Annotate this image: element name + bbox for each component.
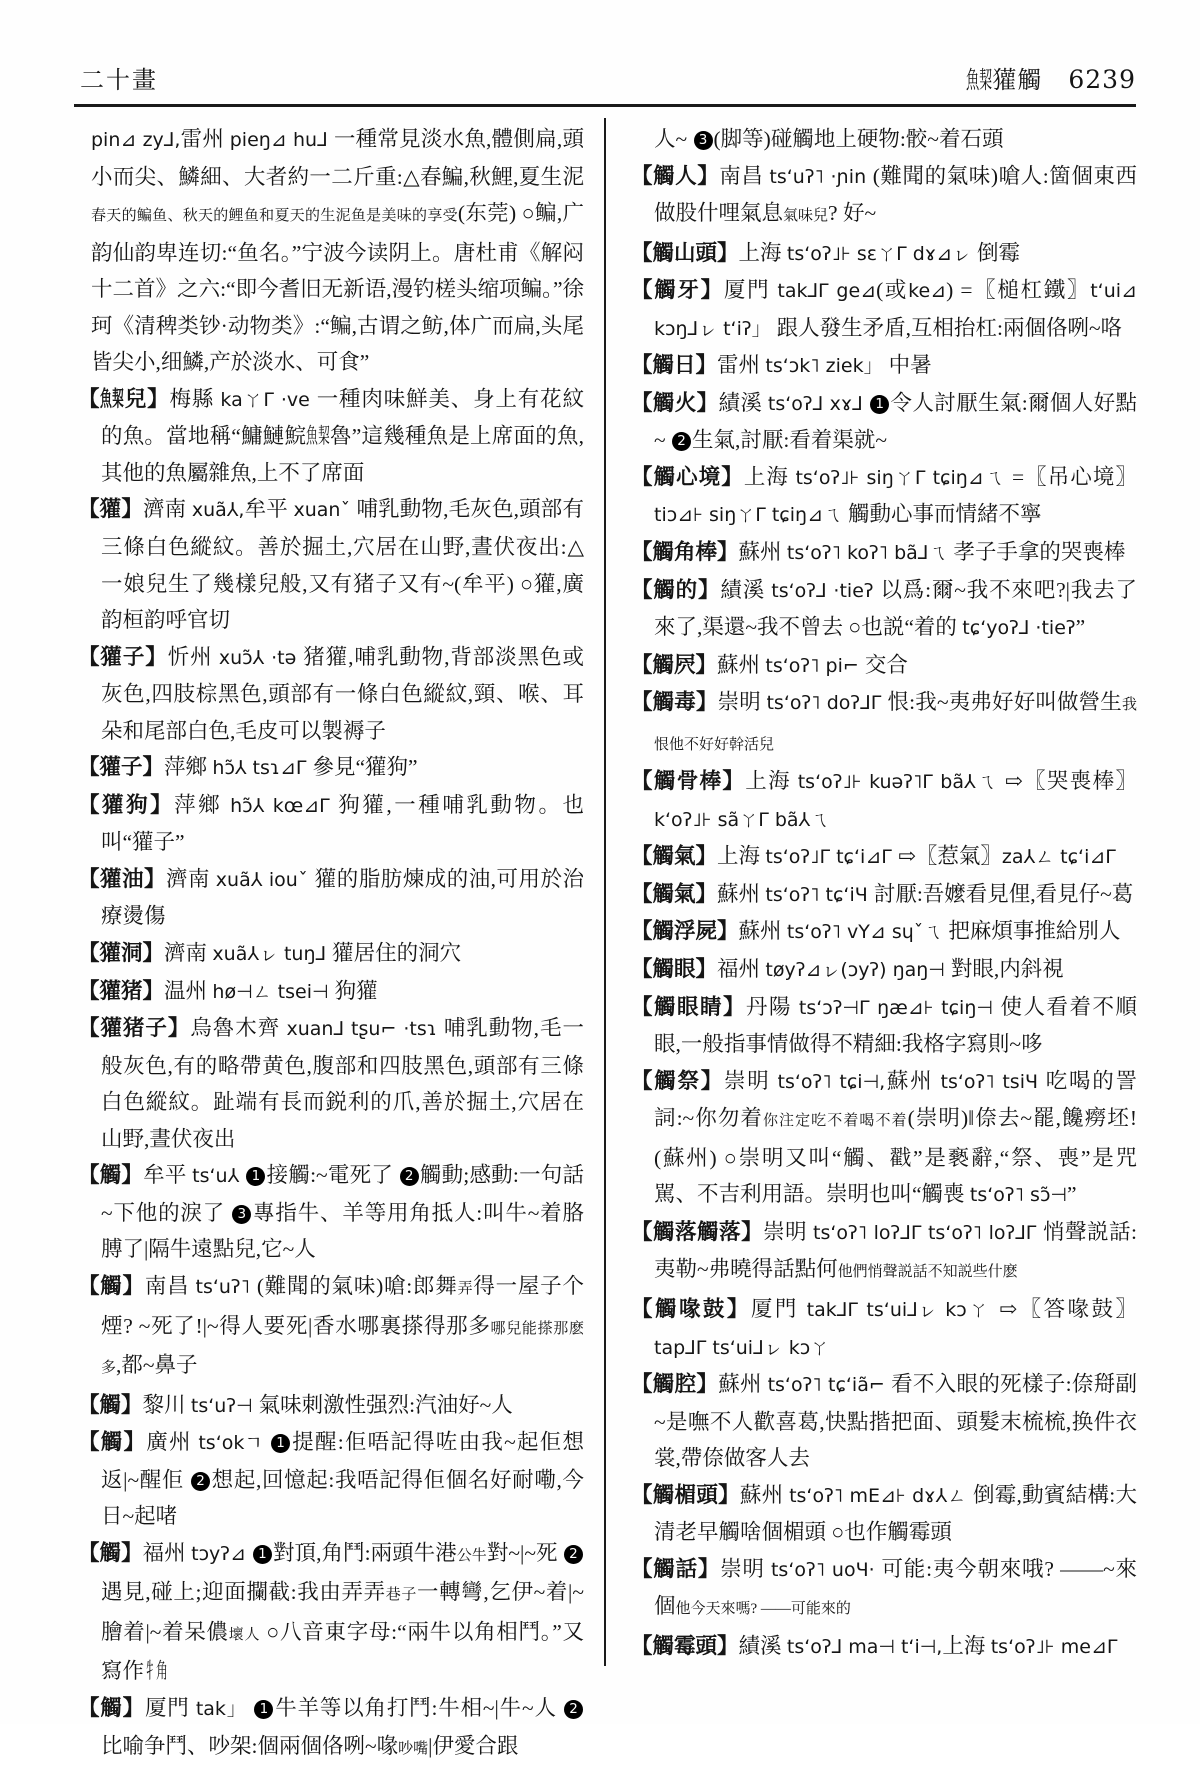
phonetic-transcription: hø⊣ㄥ tsei⊣ (212, 980, 335, 1003)
text: 獾的脂肪煉成的油,可用於治療燙傷 (101, 866, 584, 929)
text: 看不入眼的死樣子:倷搿副~是嘸不人歡喜葛,快點揩把面、頭髮末梳梳,换件衣裳,帶倷做客人去 (654, 1372, 1137, 1471)
text: 廣州 (146, 1430, 199, 1455)
text: 厦門 (144, 1695, 196, 1720)
phonetic-transcription: ke⊿ (908, 280, 947, 303)
phonetic-transcription: za⅄ㄥ tɕʻi⊿Γ (1001, 846, 1116, 869)
headword: 【 (78, 386, 101, 411)
dictionary-entry (78, 639, 584, 750)
phonetic-transcription: pin⊿ zy⅃, (91, 129, 181, 151)
header-stroke-section: 二十畫 (80, 68, 158, 94)
dictionary-entry (631, 1291, 1137, 1366)
phonetic-transcription: hɔ̃⅄ kœ⊿Γ (230, 794, 339, 817)
text: 蘇州 (738, 919, 787, 944)
phonetic-transcription: xuã⅄ iouˇ (215, 868, 315, 891)
headword: 【觸骨棒】 (631, 769, 746, 794)
text: 討厭:吾嬤看見俚,看見仔~葛 (873, 881, 1134, 906)
dictionary-entry (631, 235, 1137, 273)
sense-number: 2 (191, 1472, 210, 1491)
dictionary-entry (78, 1268, 584, 1387)
sense-number: 1 (271, 1434, 290, 1453)
headword: 【觸眼】 (631, 957, 718, 982)
text: 上海 (942, 1633, 991, 1658)
text: 令人討厭生氣:爾個人好點~ (654, 390, 1137, 453)
headword: 【觸話】 (631, 1556, 721, 1581)
sense-number: 1 (246, 1167, 265, 1186)
text: 崇明 (720, 1556, 771, 1581)
text: 濟南 (164, 941, 213, 966)
dictionary-entry (631, 684, 1137, 763)
sense-number: 2 (400, 1167, 419, 1186)
dictionary-entry (78, 1535, 584, 1690)
headword: 【獾油】 (78, 866, 166, 891)
headword: 【觸落觸落】 (631, 1219, 764, 1244)
text: 狗獾 (334, 978, 378, 1003)
phonetic-transcription: pieŋ⊿ hu⅃ (229, 129, 334, 151)
text: 牟平 (143, 1163, 193, 1188)
text: ⇨〖答喙鼓〗 (999, 1296, 1137, 1321)
sense-number: 2 (564, 1545, 583, 1564)
phonetic-transcription: tsʻokㄱ (198, 1432, 270, 1455)
phonetic-transcription: tsʻuʔ˥ ·ɲin (769, 165, 873, 188)
text: 中暑 (888, 353, 932, 378)
dictionary-entry (631, 1214, 1137, 1291)
text: 把麻煩事推給別人 (948, 919, 1121, 944)
dictionary-entry (78, 749, 584, 787)
text: 生氣,討厭:看着渠就~ (692, 428, 887, 453)
text: 專指牛、羊等用角抵人:叫牛~着胳膊了|隔牛遠點兒,它~人 (101, 1200, 585, 1262)
headword: 【觸祭】 (631, 1068, 724, 1093)
inline-gloss: 你注定吃不着喝不着 (762, 1113, 908, 1130)
text: 使人看着不順眼,一般指事情做得不精細:我格字寫則~哆 (654, 994, 1137, 1057)
phonetic-transcription: tiɔ⊿⊦ siŋㄚΓ tɕiŋ⊿ㄟ (654, 504, 849, 527)
headword: 【獾狗】 (78, 792, 175, 817)
inline-gloss: 他今天來嗎? ——可能來的 (675, 1601, 851, 1618)
composite-character: 牜角 (144, 1659, 168, 1684)
text: 跟人發生矛盾,互相抬杠:兩個佫咧~咯 (776, 315, 1123, 340)
sense-number: 1 (254, 1700, 273, 1719)
text: ? 好~ (828, 201, 877, 226)
text: 一種常見淡水魚,體側扁,頭小而尖、鱗細、大者約一二斤重:△春鯿,秋鯉,夏生泥 (91, 127, 584, 189)
text: 蘇州 (885, 1068, 941, 1093)
inline-gloss: 吵嘴 (398, 1740, 429, 1757)
text: 哺乳動物,毛一般灰色,有的略帶黄色,腹部和四肢黑色,頭部有三條白色縱紋。趾端有長而鋭利的爪,善於掘土,穴居在山野,晝伏夜出 (101, 1016, 584, 1151)
headword: 【觸霉頭】 (631, 1633, 739, 1658)
text: 交合 (864, 652, 908, 677)
phonetic-transcription: tsʻoʔ˥ koʔ˥ bã⅃ㄟ (786, 542, 954, 565)
headword: 兒】 (123, 386, 170, 411)
text: 牟平 (244, 497, 294, 522)
dictionary-entry (78, 1387, 584, 1425)
dictionary-entry (78, 787, 584, 861)
dictionary-entry (631, 838, 1137, 876)
text: 觸動;感動:一句話~下他的淚了 (101, 1163, 584, 1225)
headword: 【觸毒】 (631, 690, 718, 715)
headword: 【觸日】 (631, 353, 718, 378)
text: 福州 (142, 1540, 192, 1565)
text: (脚等)碰觸地上硬物:骹~着石頭 (713, 127, 1004, 151)
headword: 【觸】 (78, 1273, 145, 1298)
dictionary-entry (631, 1366, 1137, 1477)
phonetic-transcription: hɔ̃⅄ tsɿ⊿Γ (212, 757, 313, 780)
dictionary-entry (78, 491, 584, 638)
text: (东莞) ○鳊,广韵仙韵卑连切:“鱼名。”宁波今读阴上。唐杜甫《解闷十二首》之六:“即今耆旧无新语,漫钓槎头缩项鳊。”徐珂《清稗类钞·动物类》:“鳊,古谓之鲂,体广而扁,头尾皆尖小,细鱗,产於淡水、可食” (91, 201, 584, 375)
text: 對頂,角鬥:兩頭牛港 (272, 1540, 457, 1565)
composite-character: 魚栔 (100, 386, 124, 411)
headword: 【獾子】 (78, 755, 165, 780)
inline-gloss: 春天的鳊鱼、秋天的鲤鱼和夏天的生泥鱼是美味的享受 (91, 208, 458, 225)
headword: 【觸楣頭】 (631, 1482, 740, 1507)
headword: 【獾子】 (78, 644, 168, 669)
text: 猪獾,哺乳動物,背部淡黑色或灰色,四肢棕黑色,頭部有一條白色縱紋,頸、喉、耳朵和尾部白色,毛皮可以製褥子 (101, 644, 584, 743)
text: 上海 (738, 240, 787, 265)
dictionary-entry (631, 459, 1137, 534)
headword: 【觸】 (78, 1430, 147, 1455)
text: 南昌 (719, 163, 770, 188)
text: 丹陽 (746, 994, 799, 1019)
text: 黎川 (142, 1392, 191, 1417)
phonetic-transcription: tɔyʔ⊿ (191, 1542, 252, 1565)
dictionary-entry (631, 158, 1137, 235)
text: 接觸:~電死了 (266, 1163, 399, 1188)
text: 南昌 (144, 1273, 196, 1298)
text: 温州 (164, 978, 213, 1003)
phonetic-transcription: tsʻoʔ˥ uoЧ· (770, 1558, 882, 1581)
composite-character: 魚栔 (306, 424, 330, 449)
dictionary-entry (631, 347, 1137, 385)
text: 可能:夷今朝來哦? ——~來個 (654, 1556, 1137, 1619)
text: 哺乳動物,毛灰色,頭部有三條白色縱紋。善於掘土,穴居在山野,晝伏夜出:△一娘兒生了幾樣兒般,又有猪子又有~(牟平) ○獾,廣韵桓韵呼官切 (101, 497, 584, 633)
phonetic-transcription: tsʻoʔ˥ pi⌐ (765, 654, 865, 677)
dictionary-entry (631, 1628, 1137, 1666)
dictionary-entry (631, 989, 1137, 1063)
text: 雷州 (717, 353, 766, 378)
headword: 【觸角棒】 (631, 540, 739, 565)
inline-gloss: 壞人 (228, 1626, 261, 1643)
text: 倒霉,動賓結構:大清老早觸啥個楣頭 ○也作觸霉頭 (654, 1482, 1137, 1545)
header-guide-words (966, 60, 1042, 95)
text: 厦門 (750, 1296, 807, 1321)
phonetic-transcription: tsʻoʔ˥ tsiЧ (940, 1070, 1046, 1093)
header-rule (74, 104, 1136, 107)
text: (難聞的氣味)嗆:郎舞 (256, 1273, 458, 1298)
text: 濟南 (165, 866, 216, 891)
phonetic-transcription: tsʻɔʔ⊣Γ ŋæ⊿⊦ tɕiŋ⊣ (798, 996, 1001, 1019)
dictionary-entry (631, 763, 1137, 838)
phonetic-transcription: tʻui⊿ kɔŋ⅃ㇾ tʻiʔ」 (654, 280, 1137, 340)
phonetic-transcription: xuã⅄, (191, 499, 245, 522)
column-left (78, 121, 584, 1767)
text: (或 (876, 278, 909, 303)
inline-gloss: 哪兒能搽那麽多 (101, 1320, 584, 1377)
text: 蘇州 (718, 1372, 768, 1397)
text: 氣味刺激性强烈:汽油好~人 (258, 1392, 513, 1417)
headword: 【觸氣】 (631, 844, 718, 869)
text: 績溪 (738, 1633, 787, 1658)
dictionary-entry (631, 951, 1137, 989)
sense-number: 3 (694, 131, 713, 150)
text: 獾居住的洞穴 (332, 941, 462, 966)
column-divider (604, 118, 606, 1666)
text: 得一屋子个煙? ~死了!|~得人要死|香水哪裏搽得那多 (101, 1273, 584, 1338)
text: 績溪 (720, 577, 772, 602)
text: 牛羊等以角打鬥:牛相~|牛~人 (274, 1695, 563, 1720)
dictionary-entry (631, 534, 1137, 572)
text: 萍鄉 (174, 792, 231, 817)
phonetic-transcription: tsʻoʔ⅃ xɤ⅃ (767, 392, 870, 415)
text: 崇明 (723, 1068, 778, 1093)
text: 蘇州 (717, 652, 766, 677)
text: 獾觸 (992, 68, 1043, 94)
text: 福州 (717, 957, 766, 982)
text: ” (1066, 1182, 1077, 1207)
text: 狗獾,一種哺乳動物。也叫“獾子” (101, 792, 584, 855)
phonetic-transcription: tøyʔ⊿ㇾ(ɔyʔ) ŋaŋ⊣ (765, 959, 951, 982)
dictionary-entry (78, 1690, 584, 1767)
phonetic-transcription: tɕʻyoʔ⅃ ·tieʔ (962, 617, 1076, 640)
phonetic-transcription: tsʻɔk˥ ziek」 (765, 355, 889, 378)
header-right (966, 60, 1136, 95)
inline-gloss: 氣味兒 (783, 208, 829, 225)
text: 提醒:佢唔記得咗由我~起佢想返|~醒佢 (101, 1430, 584, 1492)
text: 比喻争鬥、吵架:個兩個佫咧~喙 (101, 1733, 399, 1758)
sense-number: 1 (253, 1545, 272, 1564)
text: 蘇州 (717, 881, 766, 906)
dictionary-entry (78, 1424, 584, 1535)
text: 遇見,碰上;迎面攔截:我由弄弄 (101, 1580, 386, 1605)
phonetic-transcription: tsʻoʔ⅃ ·tieʔ (771, 579, 881, 602)
phonetic-transcription: kʻoʔ˩⊦ sãㄚΓ bã⅄ㄟ (654, 808, 830, 831)
text: ○八音東字母:“兩牛以角相鬥。”又寫作 (101, 1619, 584, 1684)
phonetic-transcription: xuɔ̃⅄ ·tə (218, 646, 304, 669)
text: 績溪 (718, 390, 768, 415)
text: ) =〖槌杠鐵〗 (946, 278, 1091, 303)
text: 濟南 (142, 497, 192, 522)
text: 厦門 (723, 278, 778, 303)
page-number: 6239 (1068, 65, 1136, 94)
phonetic-transcription: tsʻoʔ˩⊦ sɛㄚΓ dɤ⊿ㇾ (786, 242, 978, 265)
phonetic-transcription: tsʻoʔ˥ tɕʻiã⌐ (767, 1374, 892, 1397)
text: 倒霉 (977, 240, 1021, 265)
headword: 【觸】 (78, 1163, 144, 1188)
text: ⇨〖哭喪棒〗 (1004, 769, 1137, 794)
headword: 【觸】 (78, 1540, 143, 1565)
headword: 【觸山頭】 (631, 240, 739, 265)
phonetic-transcription: tsʻoʔ˩⊦ me⊿Γ (990, 1635, 1118, 1658)
headword: 【觸牙】 (631, 278, 724, 303)
headword: 【觸心境】 (631, 464, 744, 489)
text: 恨:我~夷弗好好叫做營生 (887, 690, 1122, 715)
column-right (631, 121, 1137, 1665)
phonetic-transcription: tsʻoʔ˥ doʔ⅃Γ (766, 692, 888, 715)
sense-number: 2 (564, 1700, 583, 1719)
headword: 【觸】 (78, 1392, 143, 1417)
dictionary-entry (78, 1157, 584, 1268)
dictionary-entry (78, 935, 584, 973)
headword: 【觸腔】 (631, 1372, 719, 1397)
dictionary-entry (78, 973, 584, 1011)
text: 上海 (717, 844, 766, 869)
phonetic-transcription: xuã⅄ㇾ tuŋ⅃ (212, 943, 333, 966)
text: 蘇州 (738, 540, 787, 565)
headword: 【觸浮屍】 (631, 919, 739, 944)
text: 人~ (654, 127, 693, 151)
headword: 【獾猪】 (78, 978, 165, 1003)
headword: 【觸氣】 (631, 881, 718, 906)
phonetic-transcription: tsʻoʔ˥ tɕi⊣, (777, 1070, 886, 1093)
text: 上海 (743, 464, 796, 489)
headword: 【獾猪子】 (78, 1016, 191, 1041)
text: 參見“獾狗” (312, 755, 418, 780)
phonetic-transcription: tsʻoʔ˥ sɔ̃⊣ (969, 1184, 1067, 1207)
text: 對~|~死 (486, 1540, 563, 1565)
text: (難聞的氣味)嗆人:箇個東西做股什哩氣息 (654, 163, 1137, 226)
phonetic-transcription: tsʻuʔ⊣ (190, 1394, 259, 1417)
headword: 【觸】 (78, 1695, 145, 1720)
phonetic-transcription: tsʻoʔ˩⊦ kuəʔ˥Γ bã⅄ㄟ (797, 771, 1005, 794)
phonetic-transcription: tap⅃Γ tsʻui⅃ㇾ kɔㄚ (654, 1336, 830, 1359)
phonetic-transcription: tsʻoʔ˥ vY⊿ sɥˇㄟ (786, 921, 949, 944)
headword: 【觸火】 (631, 390, 719, 415)
headword: 【觸屄】 (631, 652, 718, 677)
text: 一種肉味鮮美、身上有花紋的魚。當地稱“鱅鰱鯇 (101, 386, 584, 449)
text: (崇明)‖倷去~罷,饞癆坯!(蘇州) ○崇明又叫“觸、戳”是褻辭,“祭、喪”是咒駡、不吉利用語。崇明也叫“觸喪 (654, 1106, 1137, 1207)
dictionary-entry (631, 647, 1137, 685)
phonetic-transcription: xuanˇ (293, 499, 357, 522)
phonetic-transcription: tsʻoʔ˥ tɕʻiЧ (765, 883, 874, 906)
inline-gloss: 我恨他不好好幹活兒 (654, 697, 1137, 753)
text: 魯”這幾種魚是上席面的魚,其他的魚屬雜魚,上不了席面 (101, 424, 585, 485)
sense-number: 3 (232, 1205, 251, 1224)
text: 梅縣 (169, 386, 221, 411)
headword: 【觸人】 (631, 163, 720, 188)
headword: 【獾洞】 (78, 941, 165, 966)
phonetic-transcription: kaㄚΓ ·ve (220, 388, 317, 411)
headword: 【獾】 (78, 497, 143, 522)
page-header (80, 60, 1136, 95)
text: |伊愛合跟 (428, 1733, 519, 1758)
headword: 【觸眼睛】 (631, 994, 747, 1019)
text: 對眼,内斜視 (950, 957, 1064, 982)
text: =〖吊心境〗 (1011, 464, 1137, 489)
headword: 【觸喙鼓】 (631, 1296, 751, 1321)
text: 雷州 (180, 127, 230, 151)
text: ,都~鼻子 (116, 1353, 198, 1378)
dictionary-entry (631, 1477, 1137, 1551)
phonetic-transcription: tsʻoʔ˥ loʔ⅃Γ tsʻoʔ˥ loʔ⅃Γ (813, 1221, 1043, 1244)
text: 烏魯木齊 (190, 1016, 287, 1041)
phonetic-transcription: tsʻoʔ˩Γ tɕʻi⊿Γ (765, 846, 898, 869)
dictionary-entry (631, 1063, 1137, 1214)
text: ⇨〖惹氣〗 (897, 844, 1002, 869)
continuation-paragraph (631, 121, 1137, 158)
text: 萍鄉 (164, 755, 213, 780)
sense-number: 1 (870, 395, 889, 414)
text: 孝子手拿的哭喪棒 (953, 540, 1126, 565)
phonetic-transcription: tsʻoʔ˥ mE⊿⊦ dɤ⅄ㄥ (789, 1484, 973, 1507)
phonetic-transcription: tak⅃Γ ge⊿ (777, 280, 877, 303)
phonetic-transcription: tak」 (195, 1697, 254, 1720)
text: 以爲:爾~我不來吧?|我去了來了,渠還~我不曾去 ○也説“着的 (654, 577, 1137, 640)
inline-gloss: 巷子 (385, 1587, 418, 1604)
text: 一轉彎,乞伊~着|~膾着|~着呆儂 (101, 1580, 584, 1644)
text: 上海 (745, 769, 798, 794)
phonetic-transcription: tsʻoʔ˩⊦ siŋㄚΓ tɕiŋ⊿ㄟ (795, 466, 1012, 489)
dictionary-entry (631, 913, 1137, 951)
text: 崇明 (763, 1219, 814, 1244)
sense-number: 2 (672, 432, 691, 451)
inline-gloss: 弄 (457, 1280, 474, 1297)
text: 崇明 (717, 690, 767, 715)
phonetic-transcription: tsʻoʔ⅃ ma⊣ tʻi⊣, (786, 1635, 943, 1658)
dictionary-entry (631, 385, 1137, 459)
phonetic-transcription: tsʻu⅄ (192, 1165, 246, 1188)
dictionary-entry (631, 272, 1137, 347)
phonetic-transcription: tsʻuʔ˥ (195, 1275, 257, 1298)
dictionary-entry (631, 572, 1137, 647)
text: 忻州 (167, 644, 219, 669)
dictionary-entry (631, 876, 1137, 914)
headword: 【觸的】 (631, 577, 721, 602)
text: 想起,回憶起:我唔記得佢個名好耐嘞,今日~起啫 (101, 1467, 584, 1529)
phonetic-transcription: xuan⅃ tʂu⌐ ·tsɿ (286, 1018, 444, 1041)
text: 觸動心事而情緒不寧 (848, 502, 1042, 527)
phonetic-transcription: tak⅃Γ tsʻui⅃ㇾ kɔㄚ (806, 1298, 1000, 1321)
text: 吃喝的詈詞:~你勿着 (654, 1068, 1137, 1131)
text: 悄聲説話:夷勒~弗曉得話點何 (654, 1219, 1137, 1282)
dictionary-entry (78, 381, 584, 492)
inline-gloss: 公牛 (456, 1547, 487, 1564)
dictionary-entry (78, 1010, 584, 1157)
text: ” (1075, 615, 1086, 640)
inline-gloss: 他們悄聲説話不知説些什麽 (837, 1264, 1018, 1281)
composite-character: 魚栔 (966, 68, 993, 94)
dictionary-entry (78, 861, 584, 935)
dictionary-entry (631, 1551, 1137, 1628)
text: 蘇州 (739, 1482, 790, 1507)
continuation-paragraph (78, 121, 584, 381)
